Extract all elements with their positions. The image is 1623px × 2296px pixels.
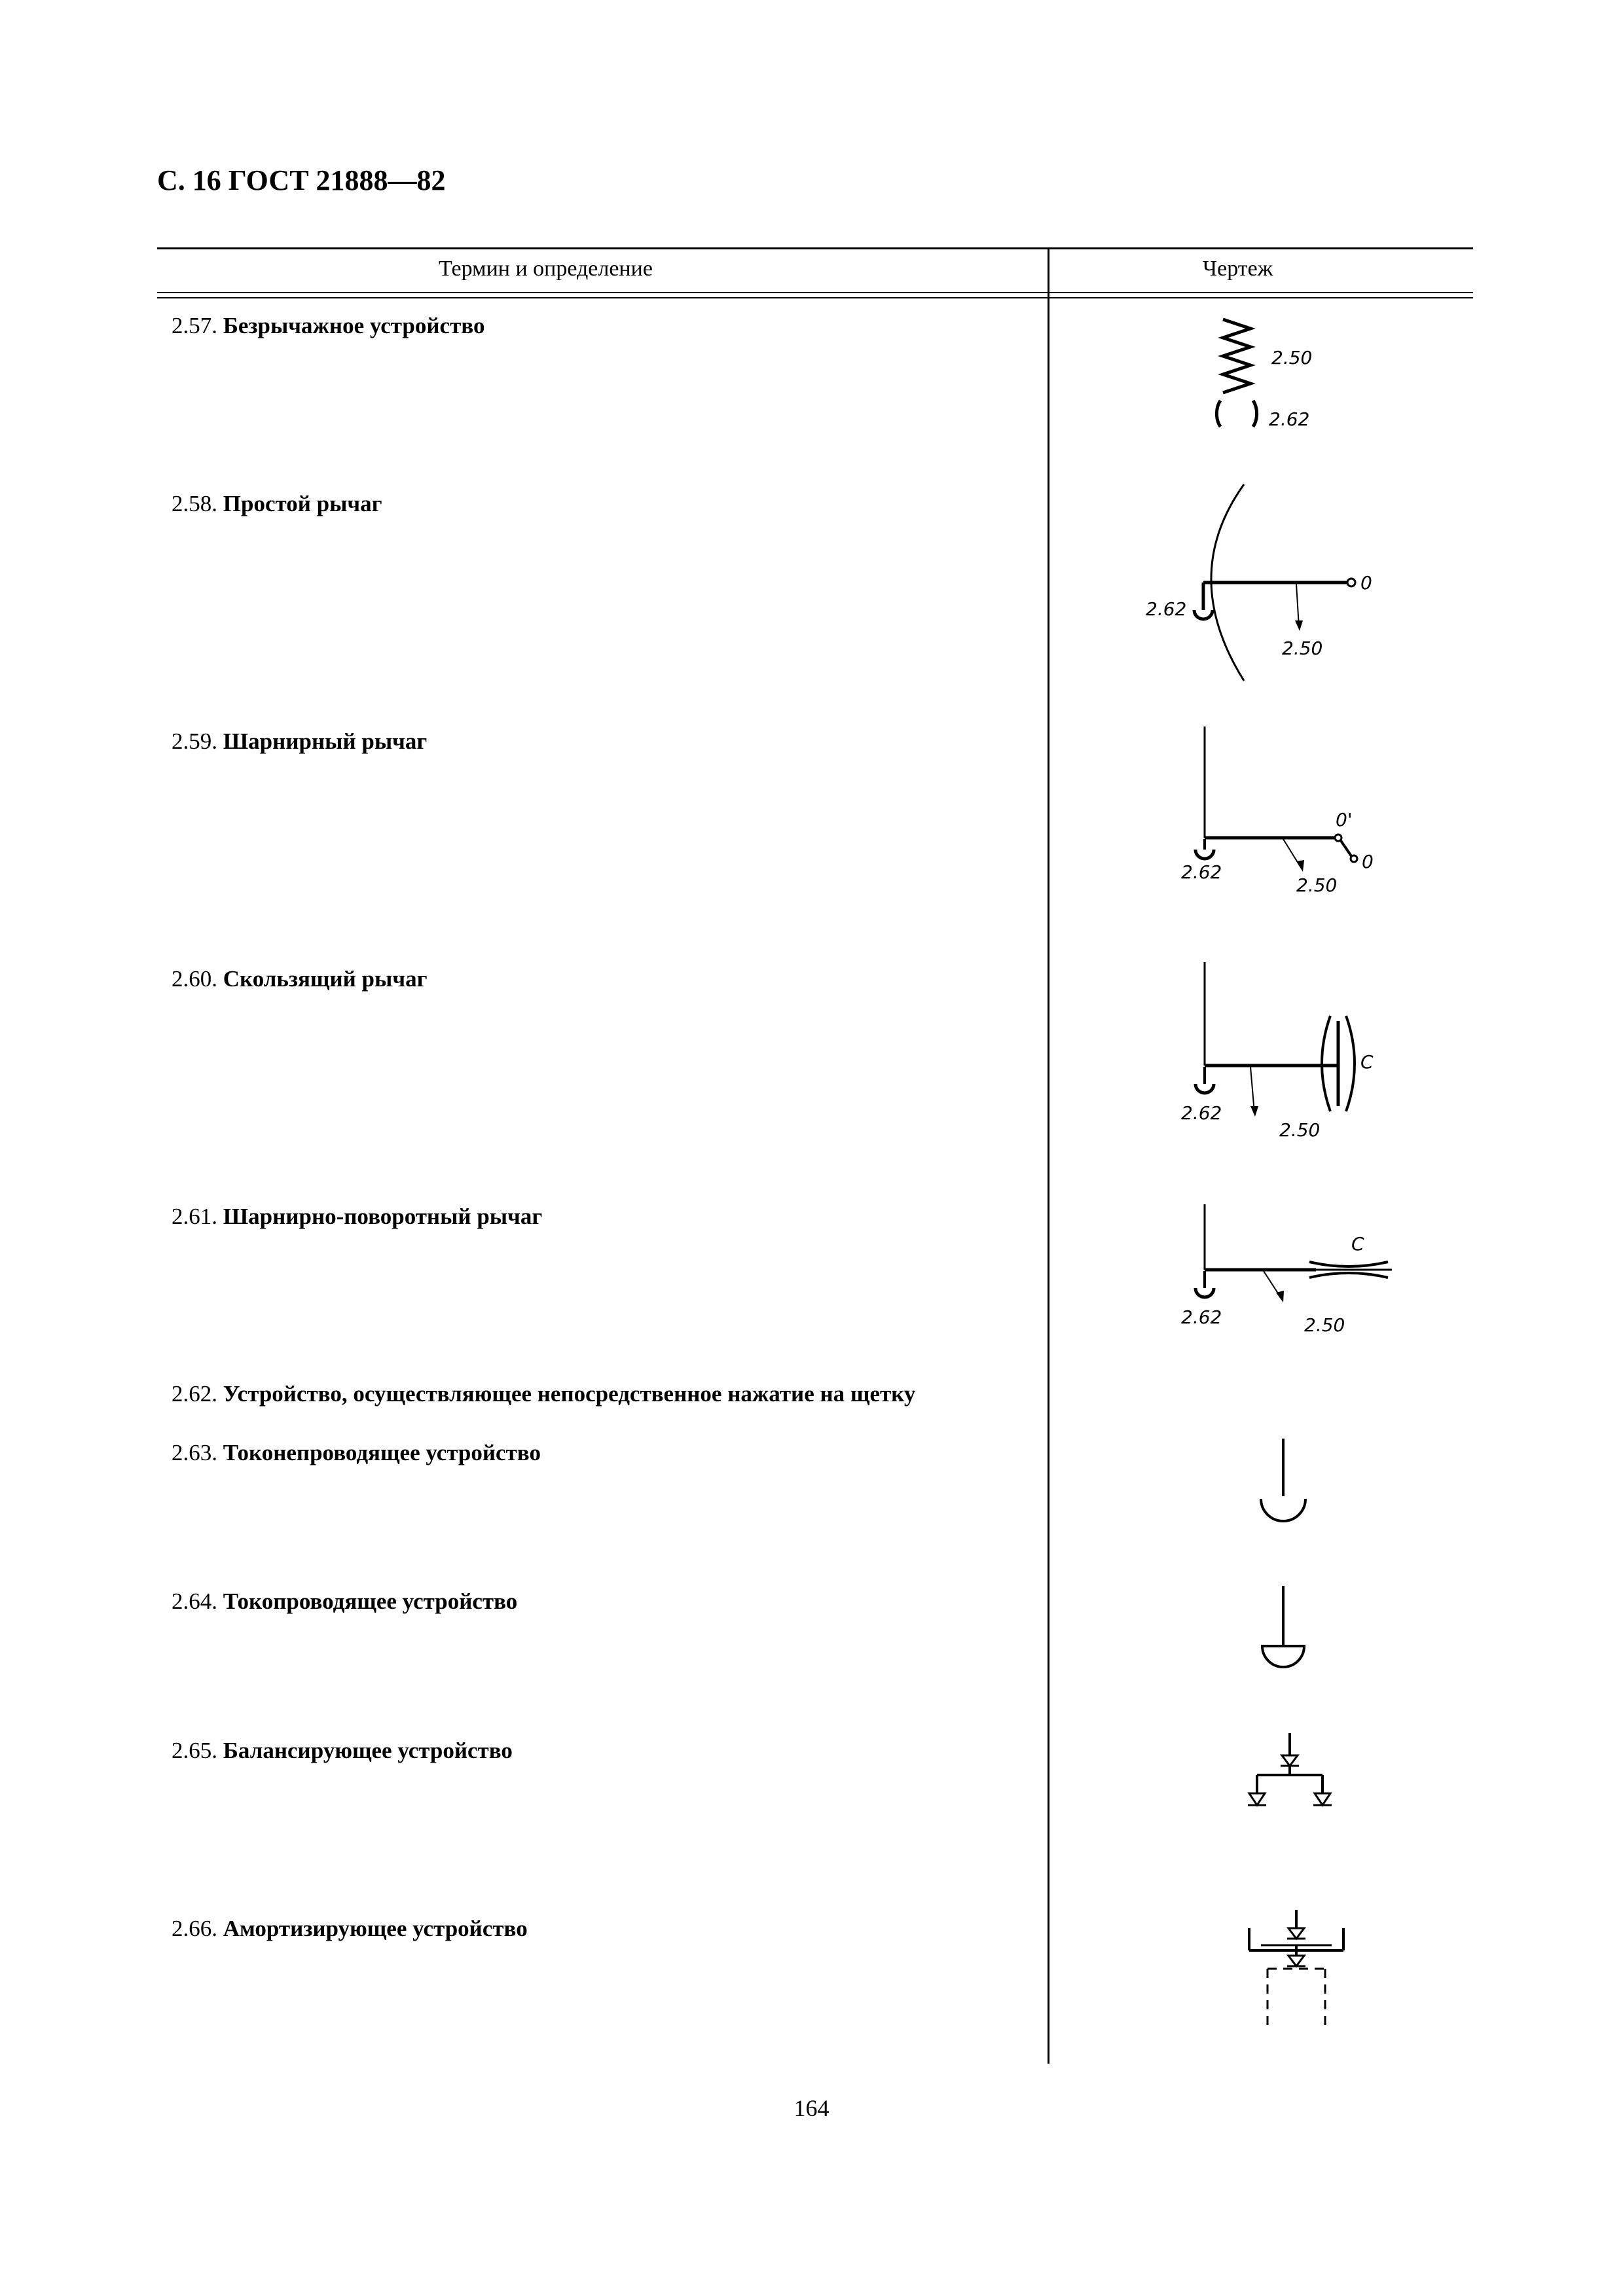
page-header: С. 16 ГОСТ 21888—82 — [157, 164, 446, 196]
label-0: 0 — [1362, 851, 1374, 872]
term-column-heading: Термин и определение — [439, 257, 653, 281]
label-2-50: 2.50 — [1296, 874, 1338, 896]
label-c: С — [1360, 1051, 1374, 1073]
term-2-61 — [172, 1204, 542, 1230]
term-2-63 — [172, 1440, 541, 1466]
label-2-62: 2.62 — [1181, 1306, 1222, 1328]
term-number: 2.65. — [172, 1738, 217, 1763]
term-name: Безрычажное устройство — [223, 313, 485, 338]
drawing-2-60-sliding-lever — [1165, 956, 1401, 1152]
page-number: 164 — [793, 2095, 830, 2121]
term-number: 2.57. — [172, 313, 217, 338]
term-2-60 — [172, 966, 427, 992]
label-2-62: 2.62 — [1181, 861, 1222, 883]
label-2-50: 2.50 — [1279, 1119, 1321, 1141]
term-name: Токонепроводящее устройство — [223, 1440, 541, 1465]
drawing-column-heading: Чертеж — [1203, 257, 1273, 281]
term-name: Скользящий рычаг — [223, 966, 428, 992]
term-name: Устройство, осуществляющее непосредственное нажатие на щетку — [223, 1381, 916, 1407]
label-2-62: 2.62 — [1146, 598, 1187, 620]
label-2-50: 2.50 — [1271, 347, 1313, 368]
term-name: Простой рычаг — [223, 491, 382, 516]
drawing-2-59-hinged-lever — [1165, 720, 1401, 916]
drawing-2-64-conducting — [1244, 1581, 1322, 1692]
term-name: Амортизирующее устройство — [223, 1916, 528, 1941]
term-number: 2.64. — [172, 1588, 217, 1614]
term-2-58 — [172, 491, 382, 517]
term-2-62 — [172, 1381, 915, 1407]
drawing-2-61-hinged-rotary-lever — [1165, 1198, 1414, 1355]
table-header-rule-1 — [157, 292, 1473, 293]
label-0-prime: 0' — [1336, 809, 1353, 831]
drawing-2-66-damping — [1237, 1905, 1362, 2036]
drawing-2-58-simple-lever — [1139, 478, 1388, 694]
label-0: 0 — [1360, 572, 1372, 594]
term-number: 2.58. — [172, 491, 217, 516]
label-c: С — [1351, 1233, 1364, 1255]
label-2-62: 2.62 — [1181, 1102, 1222, 1124]
term-number: 2.63. — [172, 1440, 217, 1465]
drawing-2-65-balancing — [1237, 1728, 1342, 1820]
term-2-59 — [172, 728, 427, 755]
term-name: Шарнирно-поворотный рычаг — [223, 1204, 543, 1229]
term-number: 2.62. — [172, 1381, 217, 1407]
term-number: 2.60. — [172, 966, 217, 992]
term-name: Балансирующее устройство — [223, 1738, 513, 1763]
label-2-50: 2.50 — [1304, 1314, 1345, 1336]
term-2-64 — [172, 1588, 517, 1615]
table-top-rule — [157, 247, 1473, 249]
label-2-62: 2.62 — [1269, 408, 1310, 430]
label-2-50: 2.50 — [1282, 637, 1323, 659]
term-number: 2.59. — [172, 728, 217, 754]
term-2-66 — [172, 1916, 528, 1942]
term-name: Шарнирный рычаг — [223, 728, 428, 754]
term-2-65 — [172, 1738, 513, 1764]
term-2-57 — [172, 313, 484, 339]
term-number: 2.66. — [172, 1916, 217, 1941]
term-name: Токопроводящее устройство — [223, 1588, 518, 1614]
drawing-2-63-nonconducting — [1244, 1433, 1322, 1545]
term-number: 2.61. — [172, 1204, 217, 1229]
table-header-rule-2 — [157, 297, 1473, 298]
drawing-2-57-spring — [1205, 314, 1362, 445]
table-column-divider — [1048, 247, 1049, 2064]
